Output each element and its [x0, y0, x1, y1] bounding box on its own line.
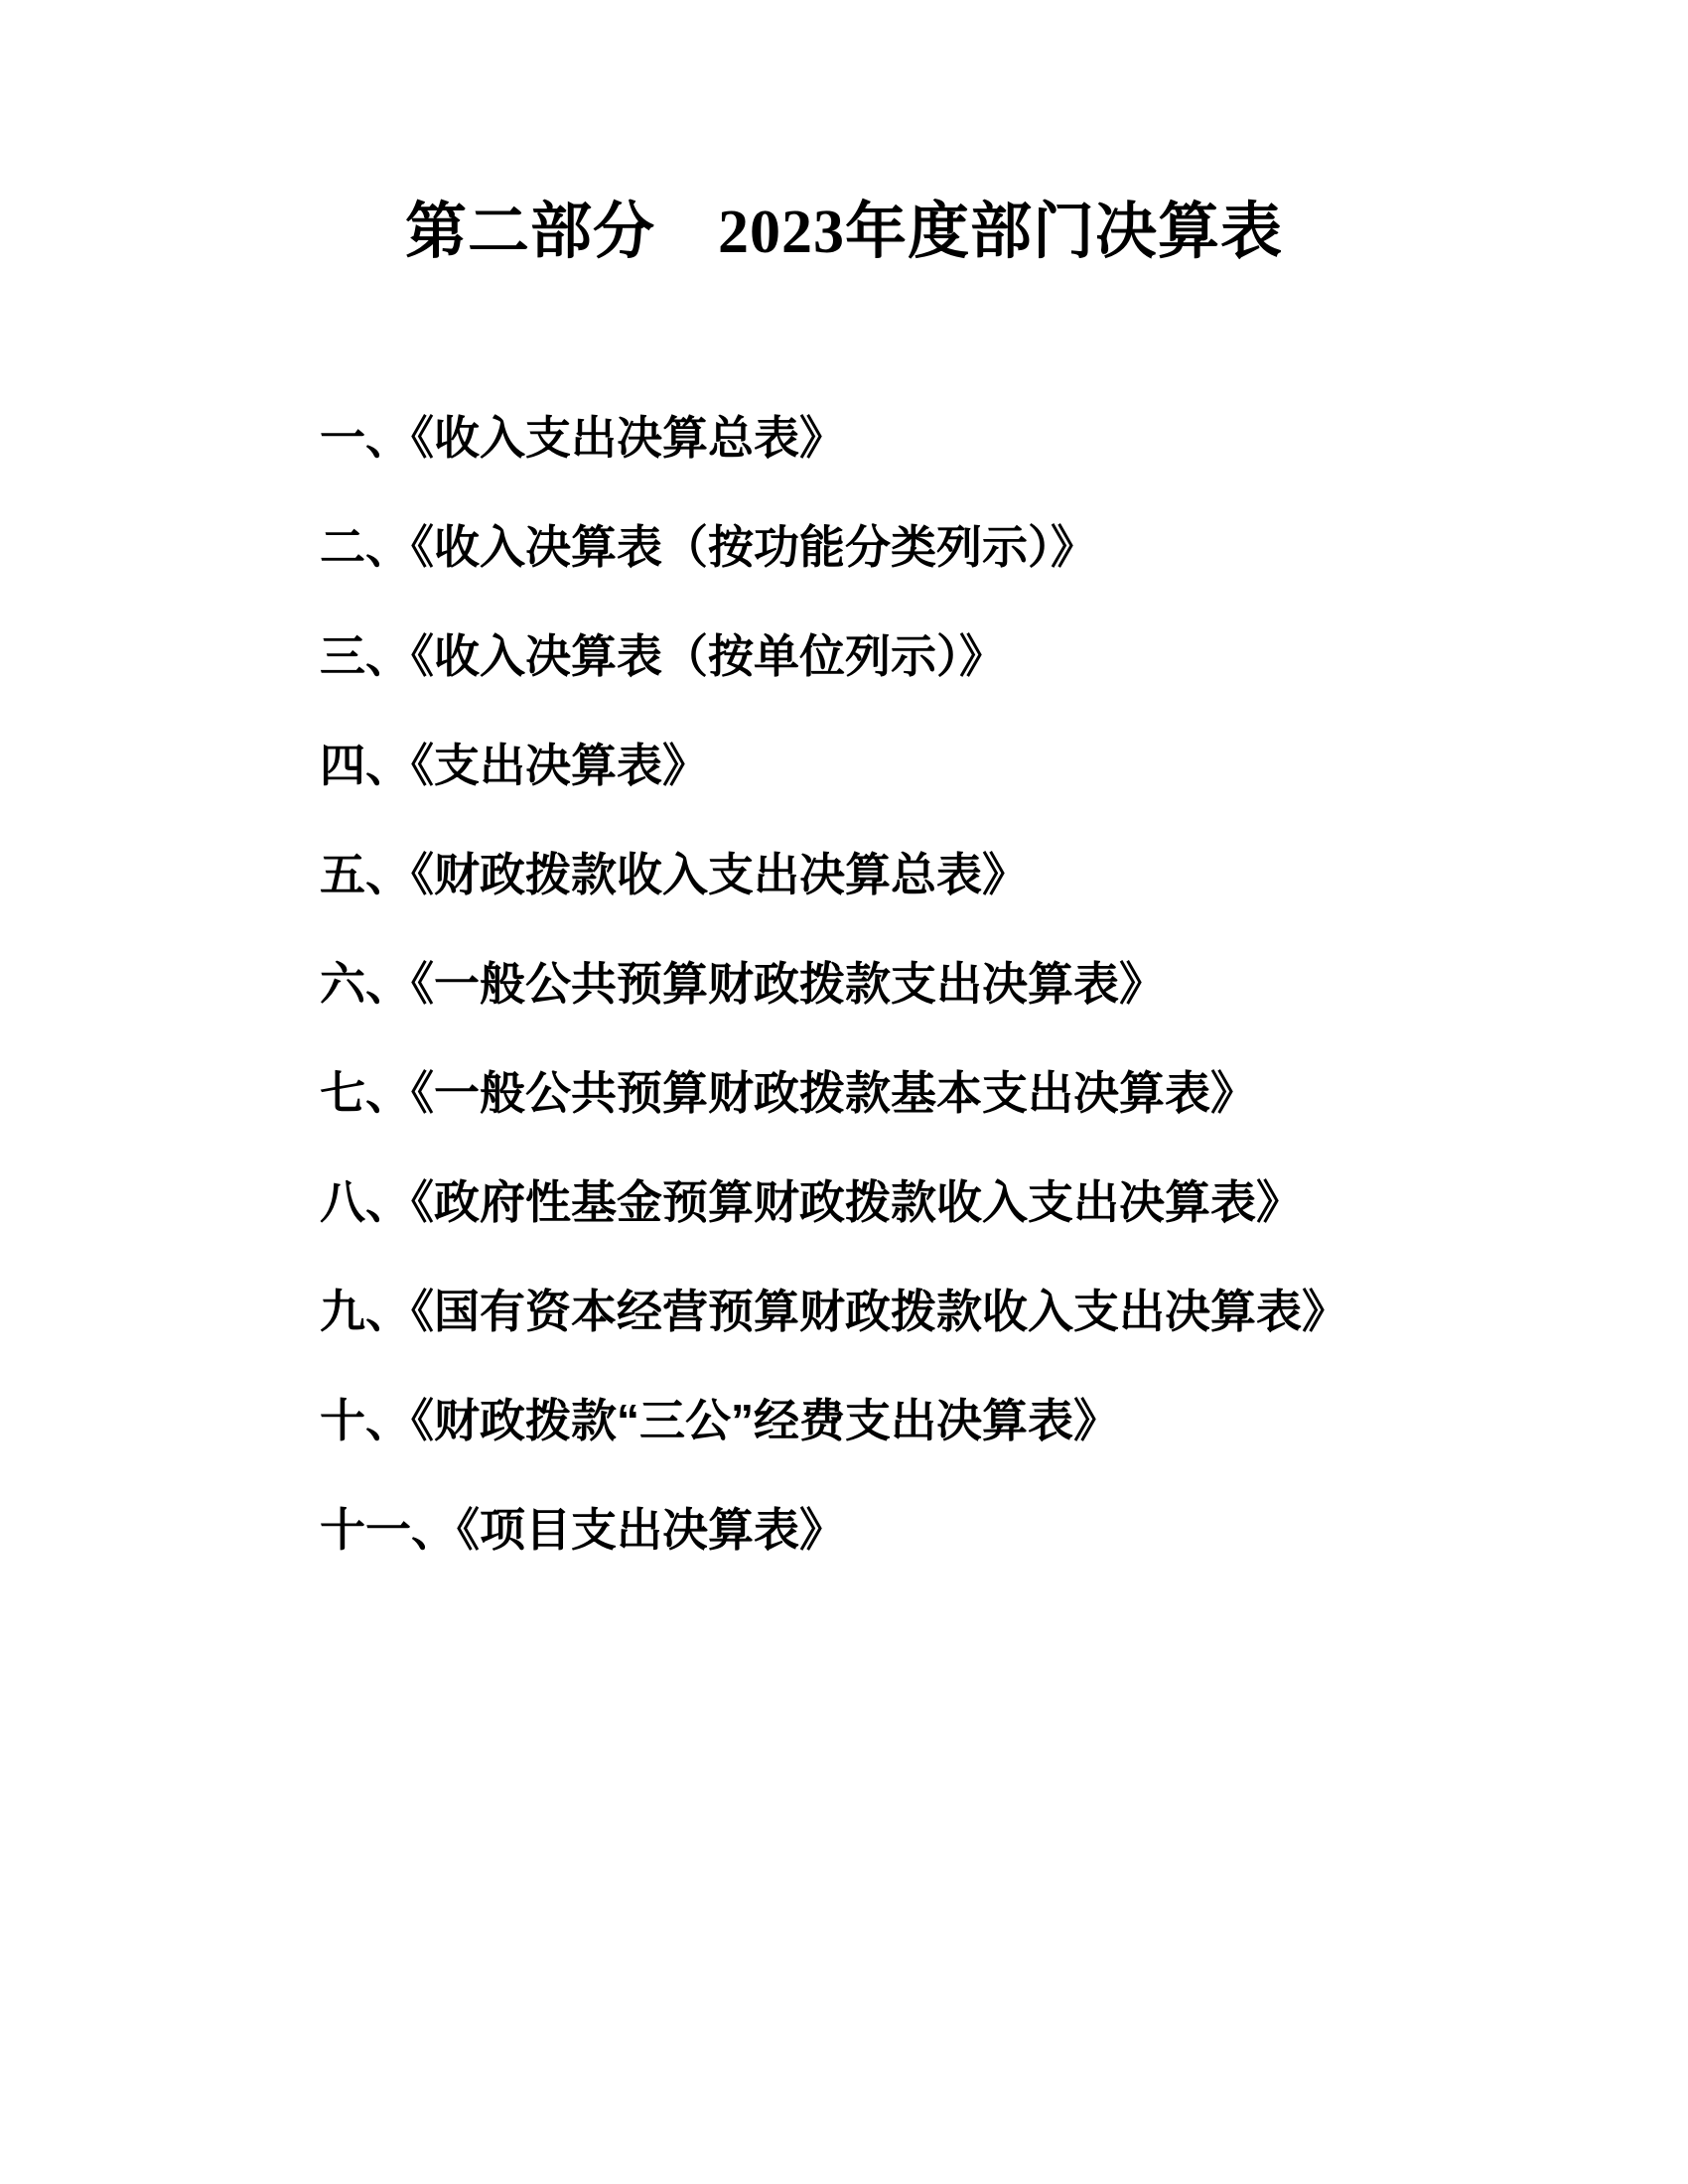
toc-item-8: 八、《政府性基金预算财政拨款收入支出决算表》 [320, 1175, 1302, 1228]
toc-item-5: 五、《财政拨款收入支出决算总表》 [320, 848, 1028, 900]
page-title: 第二部分 2023年度部门决算表 [404, 199, 1283, 266]
toc-item-3: 三、《收入决算表（按单位列示）》 [320, 629, 1005, 682]
toc-item-10: 十、《财政拨款“三公”经费支出决算表》 [320, 1394, 1119, 1446]
toc-item-4: 四、《支出决算表》 [320, 739, 708, 791]
toc-item-9: 九、《国有资本经营预算财政拨款收入支出决算表》 [320, 1285, 1347, 1337]
toc-item-7: 七、《一般公共预算财政拨款基本支出决算表》 [320, 1066, 1256, 1119]
toc-item-6: 六、《一般公共预算财政拨款支出决算表》 [320, 957, 1165, 1010]
toc-item-11: 十一、《项目支出决算表》 [320, 1503, 845, 1556]
toc-item-2: 二、《收入决算表（按功能分类列示）》 [320, 520, 1096, 573]
table-of-contents [320, 383, 1589, 1584]
toc-item-1: 一、《收入支出决算总表》 [320, 411, 845, 464]
